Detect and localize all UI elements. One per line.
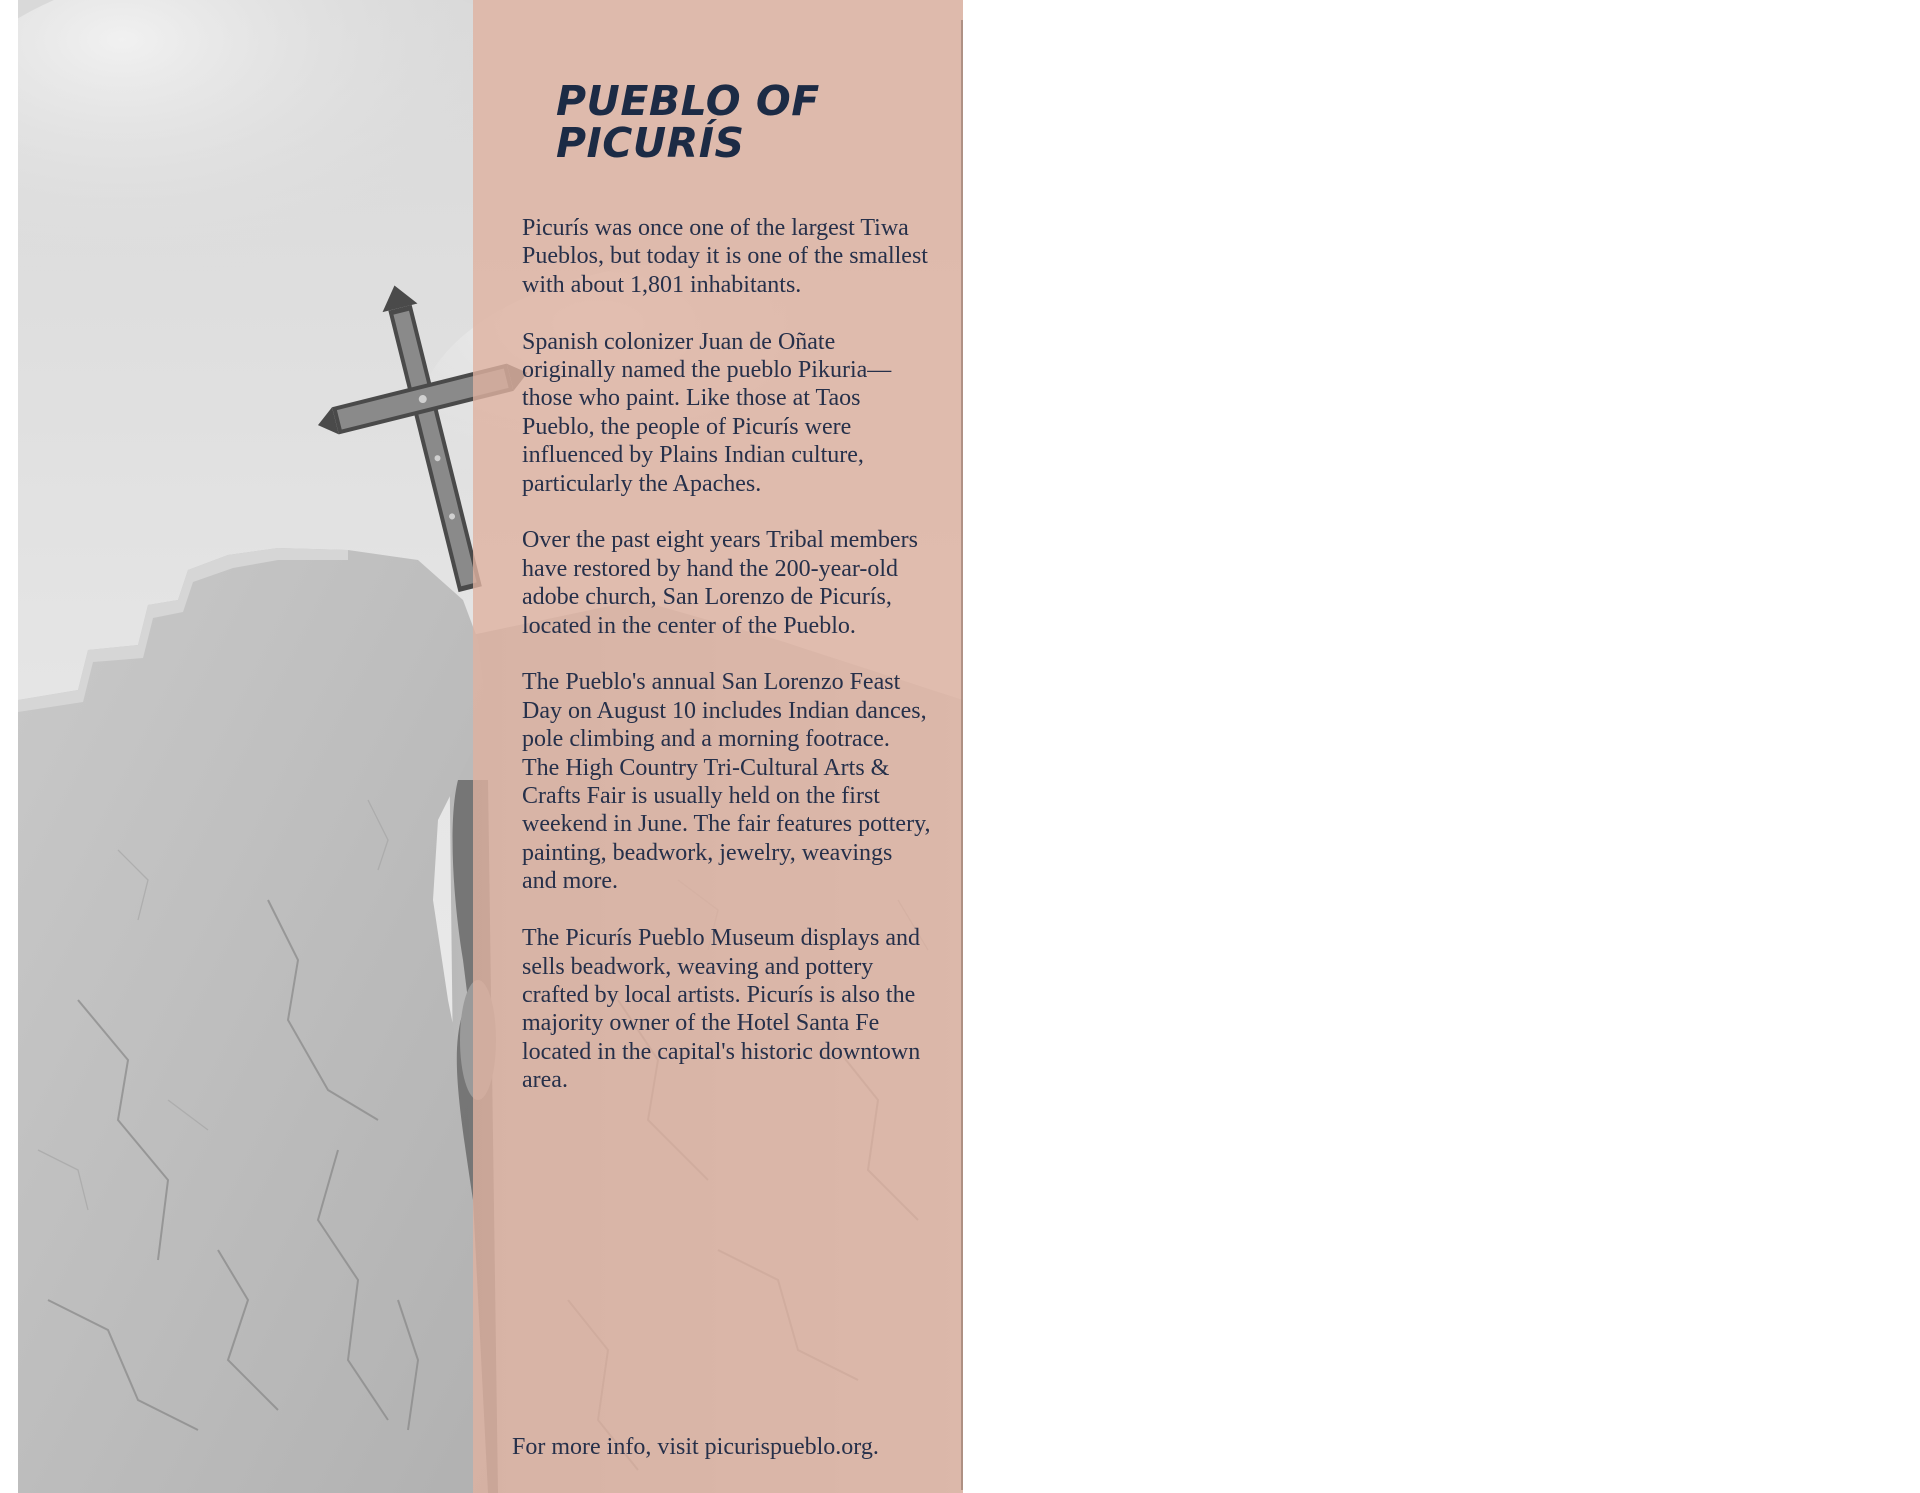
paragraph-3: Over the past eight years Tribal members have restored by hand the 200-year-old adobe church, San Lorenzo de Picurís, located in the center of the Pueblo. [522, 527, 918, 639]
paragraph-2: Spanish colonizer Juan de Oñate originally named the pueblo Pikuria—those who paint. Like those at Taos Pueblo, the people of Picurís were influenced by Plains Indian culture, particularly the Apaches. [522, 328, 892, 497]
footer-info-link-text: For more info, visit picurispueblo.org. [512, 1434, 879, 1460]
paragraph-1: Picurís was once one of the largest Tiwa Pueblos, but today it is one of the smallest with about 1,801 inhabitants. [522, 215, 928, 298]
panel-edge-divider [961, 20, 963, 1490]
body-text [522, 214, 932, 1123]
paragraph-4: The Pueblo's annual San Lorenzo Feast Day on August 10 includes Indian dances, pole climbing and a morning footrace. The High Country Tri-Cultural Arts & Crafts Fair is usually held on the first weekend in June. The fair features pottery, painting, beadwork, jewelry, weavings and more. [522, 669, 931, 895]
paragraph-5: The Picurís Pueblo Museum displays and sells beadwork, weaving and pottery crafted by local artists. Picurís is also the majority owner of the Hotel Santa Fe located in the capital's historic downtown area. [522, 925, 921, 1094]
page-title: PUEBLO OF PICURÍS [556, 77, 820, 167]
